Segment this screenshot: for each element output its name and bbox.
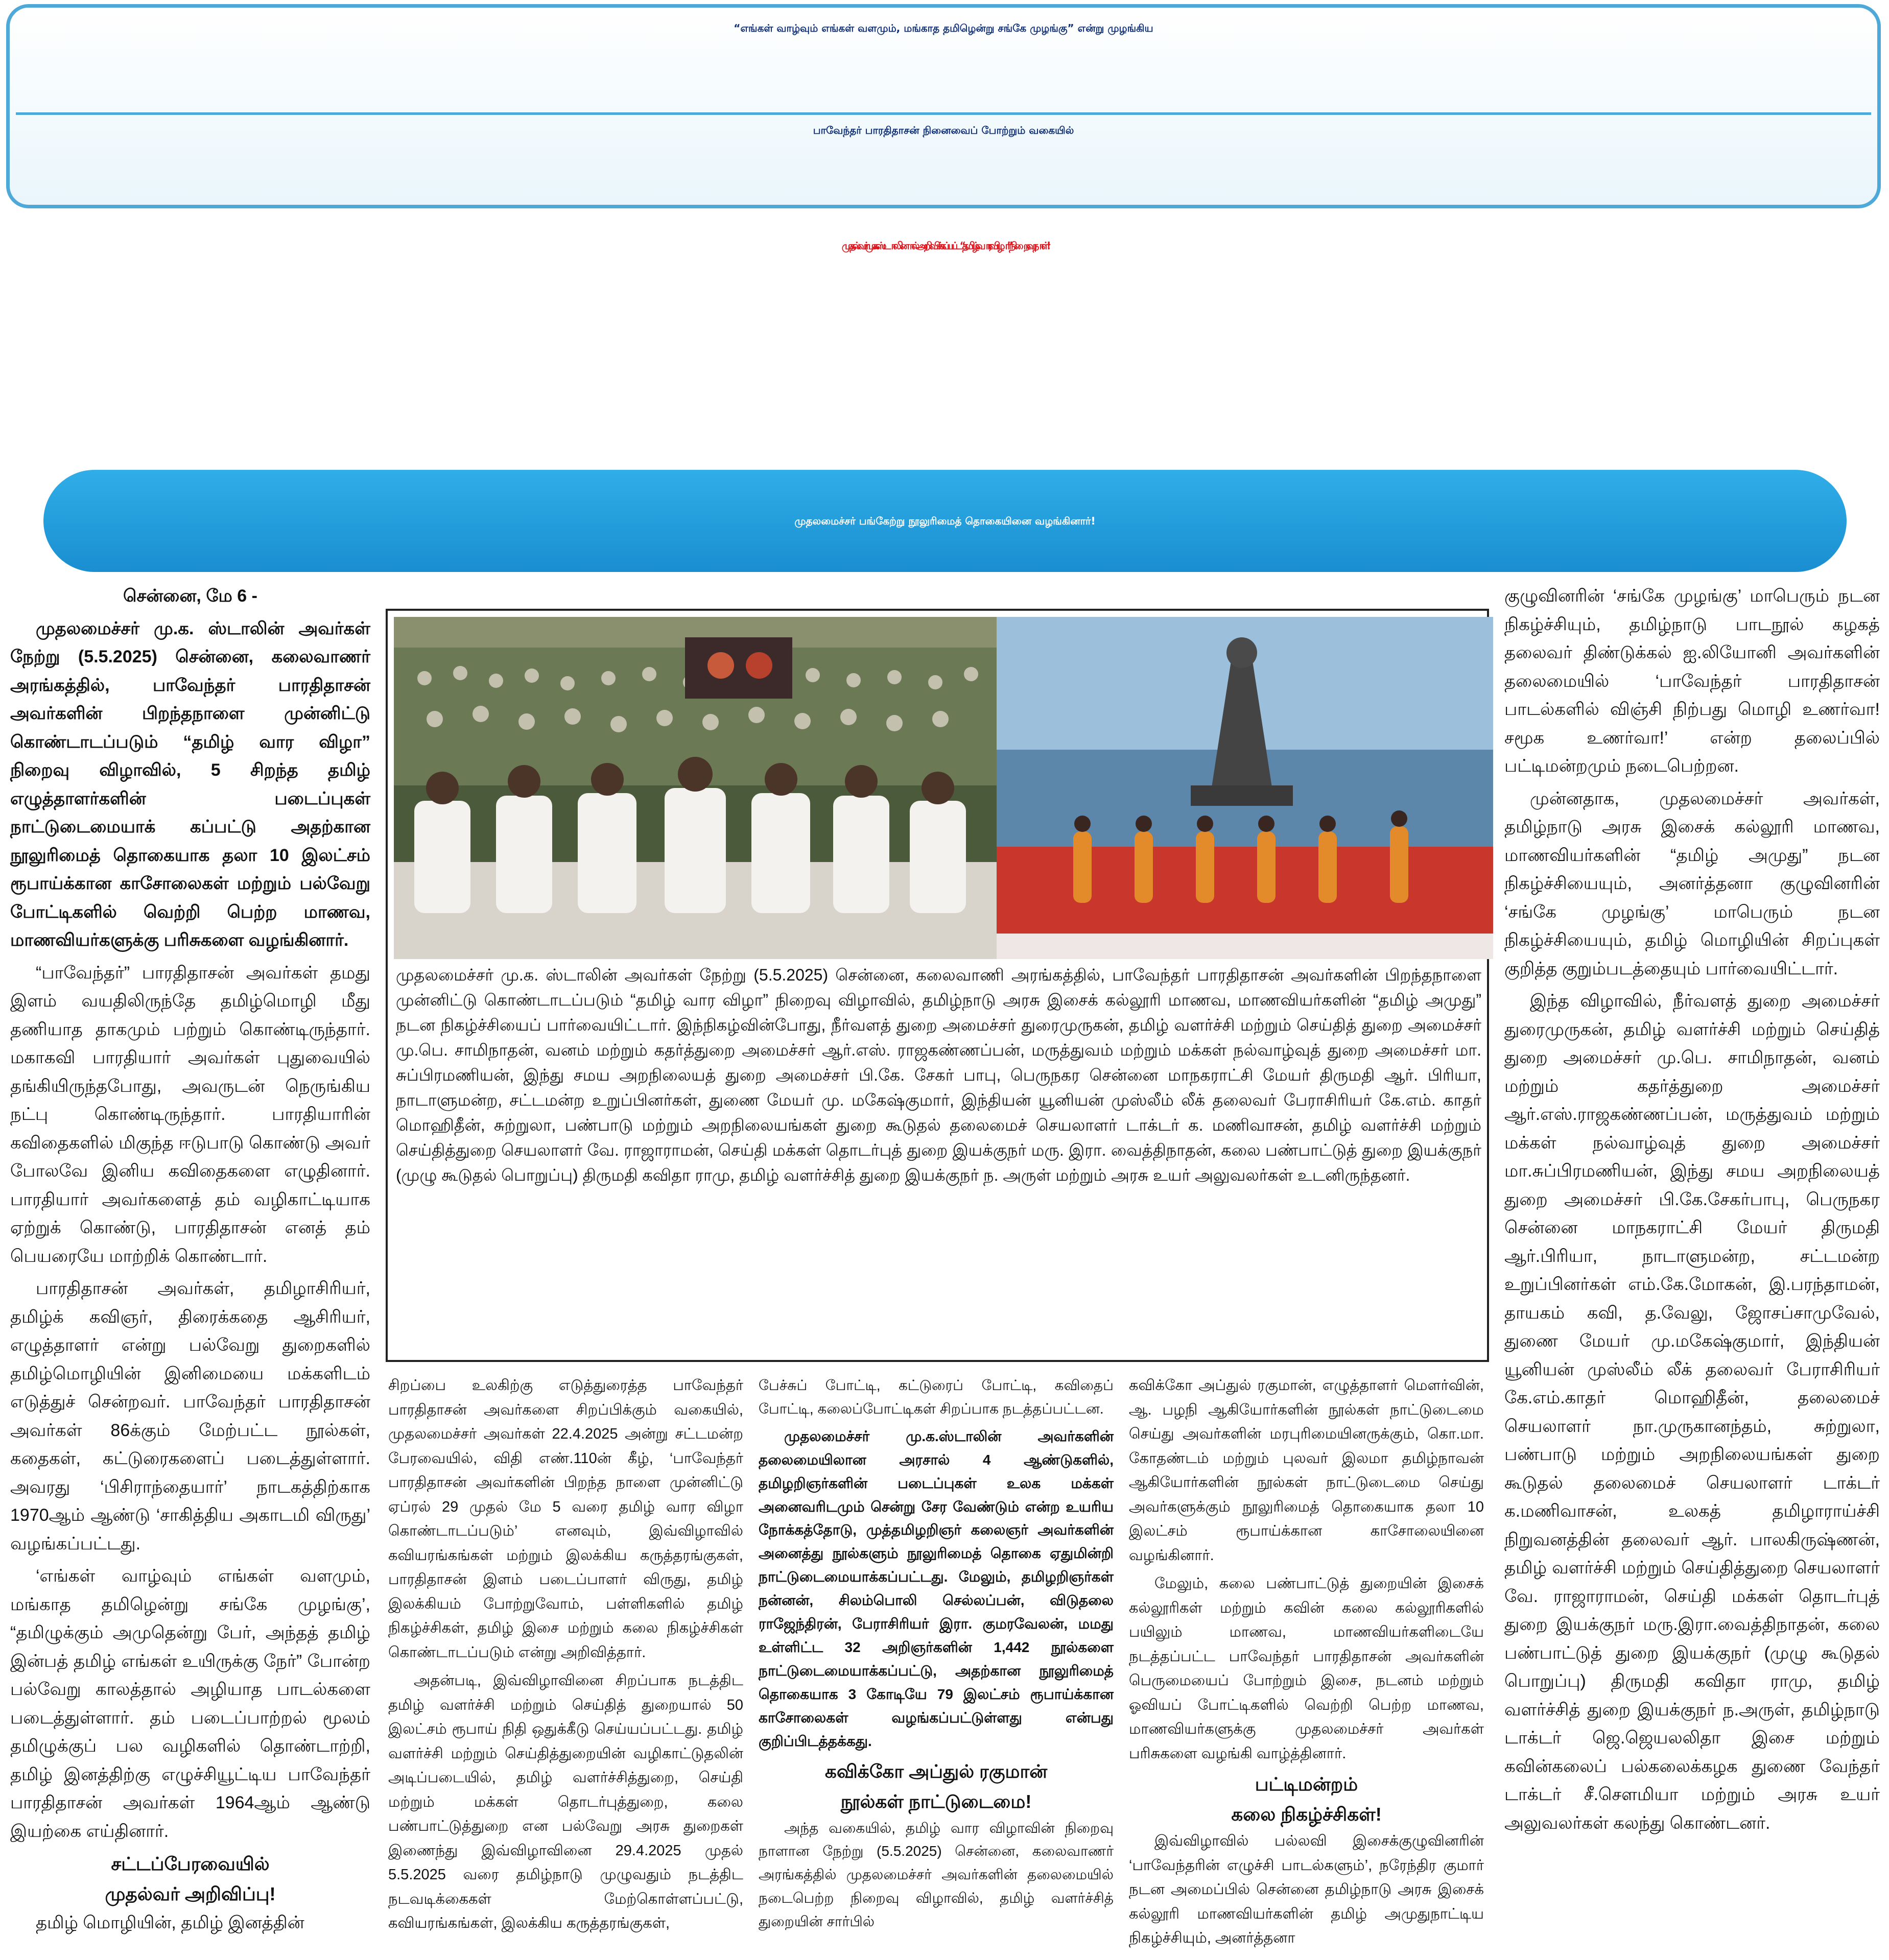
article-column-2 [388,1374,743,1940]
auditorium-photo [394,617,997,959]
subheading: பட்டிமன்றம் [1255,1774,1358,1795]
kicker-divider [16,112,1871,115]
body-paragraph: ‘எங்கள் வாழ்வும் எங்கள் வளமும், மங்காத தமிழென்று சங்கே முழங்கு’, “தமிழுக்கும் அமுதென்று பேர், அந்தத் தமிழ் இன்பத் தமிழ் எங்கள் உயிருக்கு நேர்” போன்ற பல்வேறு காலத்தால் அழியாத பாடல்களை படைத்துள்ளார். தம் படைப்பாற்றல் மூலம் தமிழுக்குப் பல வழிகளில் தொண்டாற்றி, தமிழ் இனத்திற்கு எழுச்சியூட்டிய பாவேந்தர் பாரதிதாசன் அவர்கள் 1964ஆம் ஆண்டு இயற்கை எய்தினார். [10,1566,370,1841]
lead-paragraph: முதலமைச்சர் மு.க. ஸ்டாலின் அவர்கள் நேற்று (5.5.2025) சென்னை, கலைவாணர் அரங்கத்தில், பாவேந்தர் பாரதிதாசன் அவர்களின் பிறந்தநாளை முன்னிட்டு கொண்டாடப்படும் “தமிழ் வார விழா” நிறைவு விழாவில், 5 சிறந்த தமிழ் எழுத்தாளர்களின் படைப்புகள் நாட்டுடைமையாக் கப்பட்டு அதற்கான நூலுரிமைத் தொகையாக தலா 10 இலட்சம் ரூபாய்க்கான காசோலைகள் மற்றும் பல்வேறு போட்டிகளில் வெற்றி பெற்ற மாணவ, மாணவியர்களுக்கு பரிசுகளை வழங்கினார். [10,618,370,950]
subheading: கவிக்கோ அப்துல் ரகுமான் [824,1760,1048,1782]
article-column-1 [10,582,370,1942]
dateline: சென்னை, மே 6 - [123,586,257,606]
body-paragraph: கவிக்கோ அப்துல் ரகுமான், எழுத்தாளர் மௌர்வின், ஆ. பழநி ஆகியோர்களின் நூல்கள் நாட்டுடைமை செய்து அவர்களின் மரபுரிமையினருக்கும், கொ.மா. கோதண்டம் மற்றும் புலவர் இலமா தமிழ்நாவன் ஆகியோர்களின் நூல்கள் நாட்டுடைமை செய்து அவர்களுக்கும் நூலுரிமைத் தொகையாக தலா 10 இலட்சம் ரூபாய்க்கான காசோலையினை வழங்கினார். [1129,1377,1484,1564]
news-photo [394,617,1493,959]
body-paragraph: அதன்படி, இவ்விழாவினை சிறப்பாக நடத்திட தமிழ் வளர்ச்சி மற்றும் செய்தித் துறையால் 50 இலட்சம் ரூபாய் நிதி ஒதுக்கீடு செய்யப்பட்டது. தமிழ் வளர்ச்சி மற்றும் செய்தித்துறையின் வழிகாட்டுதலின் அடிப்படையில், தமிழ் வளர்ச்சித்துறை, செய்தி மற்றும் மக்கள் தொடர்புத்துறை, கலை பண்பாட்டுத்துறை என பல்வேறு அரசு துறைகள் இணைந்து இவ்விழாவினை 29.4.2025 முதல் 5.5.2025 வரை தமிழ்நாடு முழுவதும் நடத்திட நடவடிக்கைகள் மேற்கொள்ளப்பட்டு, கவியரங்கங்கள், இலக்கிய கருத்தரங்குகள், [388,1672,743,1931]
body-paragraph: “பாவேந்தர்” பாரதிதாசன் அவர்கள் தமது இளம் வயதிலிருந்தே தமிழ்மொழி மீது தணியாத தாகமும் பற்றும் கொண்டிருந்தார். மகாகவி பாரதியார் அவர்கள் புதுவையில் தங்கியிருந்தபோது, அவருடன் நெருங்கிய நட்பு கொண்டிருந்தார். பாரதியாரின் கவிதைகளில் மிகுந்த ஈடுபாடு கொண்டு அவர் போலவே இனிய கவிதைகளை எழுதினார். பாரதியார் அவர்களைத் தம் வழிகாட்டியாக ஏற்றுக் கொண்டு, பாரதிதாசன் எனத் தம் பெயரையே மாற்றிக் கொண்டார். [10,963,370,1266]
body-paragraph: குழுவினரின் ‘சங்கே முழங்கு’ மாபெரும் நடன நிகழ்ச்சியும், தமிழ்நாடு பாடநூல் கழகத் தலைவர் திண்டுக்கல் ஐ.லியோனி அவர்களின் தலைமையில் ‘பாவேந்தர் பாரதிதாசன் பாடல்களில் விஞ்சி நிற்பது மொழி உணர்வா! சமூக உணர்வா!’ என்ற தலைப்பில் பட்டிமன்றமும் நடைபெற்றன. [1504,586,1880,776]
body-paragraph: இந்த விழாவில், நீர்வளத் துறை அமைச்சர் துரைமுருகன், தமிழ் வளர்ச்சி மற்றும் செய்தித் துறை அமைச்சர் மு.பெ. சாமிநாதன், வனம் மற்றும் கதர்த்துறை அமைச்சர் ஆர்.எஸ்.ராஜகண்ணப்பன், மருத்துவம் மற்றும் மக்கள் நல்வாழ்வுத் துறை அமைச்சர் மா.சுப்பிரமணியன், இந்து சமய அறநிலையத் துறை அமைச்சர் பி.கே.சேகர்பாபு, பெருநகர சென்னை மாநகராட்சி மேயர் திருமதி ஆர்.பிரியா, நாடாளுமன்ற, சட்டமன்ற உறுப்பினர்கள் எம்.கே.மோகன், இ.பரந்தாமன், தாயகம் கவி, த.வேலு, ஜோசப்சாமுவேல், துணை மேயர் மு.மகேஷ்குமார், இந்தியன் யூனியன் முஸ்லீம் லீக் தலைவர் பேராசிரியர் கே.எம்.காதர் மொஹிதீன், தலைமைச் செயலாளர் நா.முருகானந்தம், சுற்றுலா, பண்பாடு மற்றும் அறநிலையங்கள் துறை கூடுதல் தலைமைச் செயலாளர் டாக்டர் க.மணிவாசன், உலகத் தமிழாராய்ச்சி நிறுவனத்தின் தலைவர் ஆர். பாலகிருஷ்ணன், தமிழ் வளர்ச்சி மற்றும் செய்தித்துறை செயலாளர் வே. ராஜாராமன், செய்தி மக்கள் தொடர்புத் துறை இயக்குநர் மரு.இரா.வைத்திநாதன், கலை பண்பாட்டுத் துறை இயக்குநர் (முழு கூடுதல் பொறுப்பு) திருமதி கவிதா ராமு, தமிழ் வளர்ச்சித் துறை இயக்குநர் ந.அருள், தமிழ்நாடு டாக்டர் ஜெ.ஜெயலலிதா இசை மற்றும் கவின்கலைப் பல்கலைக்கழக துணை வேந்தர் டாக்டர் சீ.சௌமியா மற்றும் அரசு உயர் அலுவலர்கள் கலந்து கொண்டனர். [1504,991,1880,1833]
body-paragraph: மேலும், கலை பண்பாட்டுத் துறையின் இசைக் கல்லூரிகள் மற்றும் கவின் கலை கல்லூரிகளில் பயிலும் மாணவ, மாணவியர்களிடையே நடத்தப்பட்ட பாவேந்தர் பாரதிதாசன் அவர்களின் பெருமையைப் போற்றும் இசை, நடனம் மற்றும் ஓவியப் போட்டிகளில் வெற்றி பெற்ற மாணவ, மாணவியர்களுக்கு முதலமைச்சர் அவர்கள் பரிசுகளை வழங்கி வாழ்த்தினார். [1129,1575,1484,1762]
kicker-line-1: “எங்கள் வாழ்வும் எங்கள் வளமும், மங்காத தமிழென்று சங்கே முழங்கு” என்று முழங்கிய [734,22,1153,34]
kicker-line-2: பாவேந்தர் பாரதிதாசன் நினைவைப் போற்றும் வகையில் [813,124,1074,136]
body-paragraph: பேச்சுப் போட்டி, கட்டுரைப் போட்டி, கவிதைப் போட்டி, கலைப்போட்டிகள் சிறப்பாக நடத்தப்பட்டன. [759,1377,1114,1417]
stage-photo [997,617,1493,959]
header-kicker-box [6,4,1881,208]
article-column-4 [1129,1374,1484,1955]
body-paragraph: அந்த வகையில், தமிழ் வார விழாவின் நிறைவு நாளான நேற்று (5.5.2025) சென்னை, கலைவாணர் அரங்கத்தில் முதலமைச்சர் அவர்களின் தலைமையில் நடைபெற்ற நிறைவு விழாவில், தமிழ் வளர்ச்சித் துறையின் சார்பில் [759,1820,1114,1930]
article-column-5 [1504,582,1880,1842]
body-paragraph: முன்னதாக, முதலமைச்சர் அவர்கள், தமிழ்நாடு அரசு இசைக் கல்லூரி மாணவ, மாணவியர்களின் “தமிழ் அமுது” நடன நிகழ்ச்சியையும், அனர்த்தனா குழுவினரின் ‘சங்கே முழங்கு’ மாபெரும் நடன நிகழ்ச்சியையும், தமிழ் மொழியின் சிறப்புகள் குறித்த குறும்படத்தையும் பார்வையிட்டார். [1504,788,1880,978]
body-paragraph: இவ்விழாவில் பல்லவி இசைக்குழுவினரின் ‘பாவேந்தரின் எழுச்சி பாடல்களும்’, நரேந்திர குமார் நடன அமைப்பில் சென்னை தமிழ்நாடு அரசு இசைக் கல்லூரி மாணவியர்களின் தமிழ் அமுதுநாட்டிய நிகழ்ச்சியும், அனர்த்தனா [1129,1833,1484,1946]
photo-caption: முதலமைச்சர் மு.க. ஸ்டாலின் அவர்கள் நேற்று (5.5.2025) சென்னை, கலைவாணி அரங்கத்தில், பாவேந்தர் பாரதிதாசன் அவர்களின் பிறந்தநாளை முன்னிட்டு கொண்டாடப்படும் “தமிழ் வார விழா” நிறைவு விழாவில், தமிழ்நாடு அரசு இசைக் கல்லூரி மாணவ, மாணவியர்களின் “தமிழ் அமுது” நடன நிகழ்ச்சியைப் பார்வையிட்டார். இந்நிகழ்வின்போது, நீர்வளத் துறை அமைச்சர் துரைமுருகன், தமிழ் வளர்ச்சி மற்றும் செய்தித் துறை அமைச்சர் மு.பெ. சாமிநாதன், வனம் மற்றும் கதர்த்துறை அமைச்சர் ஆர்.எஸ். ராஜகண்ணப்பன், மருத்துவம் மற்றும் மக்கள் நல்வாழ்வுத் துறை அமைச்சர் மா. சுப்பிரமணியன், இந்து சமய அறநிலையத் துறை அமைச்சர் பி.கே. சேகர் பாபு, பெருநகர சென்னை மாநகராட்சி மேயர் திருமதி ஆர். பிரியா, நாடாளுமன்ற, சட்டமன்ற உறுப்பினர்கள், துணை மேயர் மு. மகேஷ்குமார், இந்தியன் யூனியன் முஸ்லீம் லீக் தலைவர் பேராசிரியர் கே.எம். காதர் மொஹிதீன், சுற்றுலா, பண்பாடு மற்றும் அறநிலையங்கள் துறை கூடுதல் தலைமைச் செயலாளர் டாக்டர் க. மணிவாசன், தமிழ் வளர்ச்சி மற்றும் செய்தித்துறை செயலாளர் வே. ராஜாராமன், செய்தி மக்கள் தொடர்புத் துறை இயக்குநர் மரு. இரா. வைத்திநாதன், கலை பண்பாட்டுத் துறை இயக்குநர் (முழு கூடுதல் பொறுப்பு) திருமதி கவிதா ராமு, தமிழ் வளர்ச்சித் துறை இயக்குநர் ந. அருள் மற்றும் அரசு உயர் அலுவலர்கள் உடனிருந்தனர். [396,966,1482,1184]
subheading: கலை நிகழ்ச்சிகள்! [1231,1804,1382,1825]
subheading: சட்டப்பேரவையில் [111,1853,270,1874]
main-headline: முதல்வர் மு.க.ஸ்டாலினால் அறிவிக்கப்பட்ட “தமிழ் வார விழா” நிறைவு நாள்! [841,240,1048,252]
body-paragraph: தமிழ் மொழியின், தமிழ் இனத்தின் [36,1913,304,1932]
subheading: முதல்வர் அறிவிப்பு! [105,1883,276,1904]
body-paragraph: சிறப்பை உலகிற்கு எடுத்துரைத்த பாவேந்தர் பாரதிதாசன் அவர்களை சிறப்பிக்கும் வகையில், முதலமைச்சர் அவர்கள் 22.4.2025 அன்று சட்டமன்ற பேரவையில், விதி எண்.110ன் கீழ், ‘பாவேந்தர் பாரதிதாசன் அவர்களின் பிறந்த நாளை முன்னிட்டு ஏப்ரல் 29 முதல் மே 5 வரை தமிழ் வார விழா கொண்டாடப்படும்’ எனவும், இவ்விழாவில் கவியரங்கங்கள் மற்றும் இலக்கிய கருத்தரங்குகள், பாரதிதாசன் இளம் படைப்பாளர் விருது, தமிழ் இலக்கியம் போற்றுவோம், பள்ளிகளில் தமிழ் நிகழ்ச்சிகள், தமிழ் இசை மற்றும் கலை நிகழ்ச்சிகள் கொண்டாடப்படும் என்று அறிவித்தார். [388,1377,743,1661]
subheading: நூல்கள் நாட்டுடைமை! [840,1790,1032,1812]
body-paragraph-bold: முதலமைச்சர் மு.க.ஸ்டாலின் அவர்களின் தலைமையிலான அரசால் 4 ஆண்டுகளில், தமிழறிஞர்களின் படைப்புகள் உலக மக்கள் அனைவரிடமும் சென்று சேர வேண்டும் என்ற உயரிய நோக்கத்தோடு, முத்தமிழறிஞர் கலைஞர் அவர்களின் அனைத்து நூல்களும் நூலுரிமைத் தொகை ஏதுமின்றி நாட்டுடைமையாக்கப்பட்டது. மேலும், தமிழறிஞர்கள் நன்னன், சிலம்பொலி செல்லப்பன், விடுதலை ராஜேந்திரன், பேராசிரியர் இரா. குமரவேலன், மமது உள்ளிட்ட 32 அறிஞர்களின் 1,442 நூல்களை நாட்டுடைமையாக்கப்பட்டு, அதற்கான நூலுரிமைத் தொகையாக 3 கோடியே 79 இலட்சம் ரூபாய்க்கான காசோலைகள் வழங்கப்பட்டுள்ளது என்பது குறிப்பிடத்தக்கது. [759,1428,1114,1749]
sub-headline-banner: முதலமைச்சர் பங்கேற்று நூலுரிமைத் தொகையினை வழங்கினார்! [43,470,1847,572]
body-paragraph: பாரதிதாசன் அவர்கள், தமிழாசிரியர், தமிழ்க் கவிஞர், திரைக்கதை ஆசிரியர், எழுத்தாளர் என்று பல்வேறு துறைகளில் தமிழ்மொழியின் இனிமையை மக்களிடம் எடுத்துச் சென்றவர். பாவேந்தர் பாரதிதாசன் அவர்கள் 86க்கும் மேற்பட்ட நூல்கள், கதைகள், கட்டுரைகளைப் படைத்துள்ளார். அவரது ‘பிசிராந்தையார்’ நாடகத்திற்காக 1970ஆம் ஆண்டு ‘சாகித்திய அகாடமி விருது’ வழங்கப்பட்டது. [10,1279,370,1553]
article-column-3 [759,1374,1114,1938]
